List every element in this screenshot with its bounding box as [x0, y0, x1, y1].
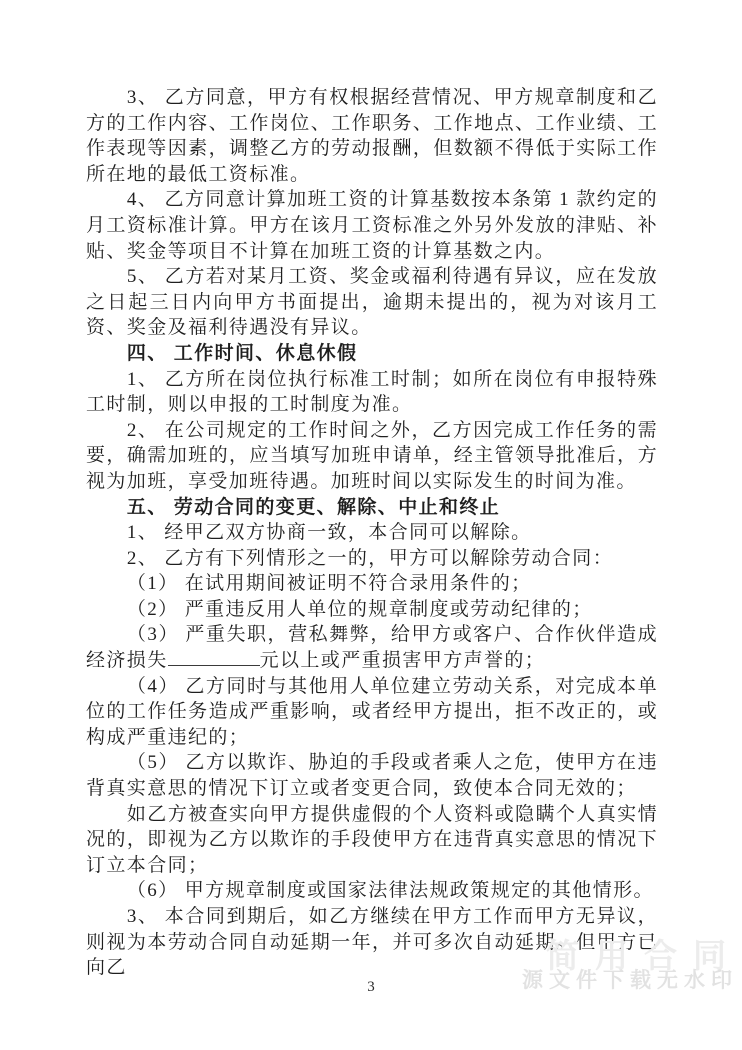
clause-termination-1: 1、 经甲乙双方协商一致，本合同可以解除。 [126, 522, 532, 544]
page-number: 3 [367, 979, 375, 995]
section-heading-4-working-hours: 四、 工作时间、休息休假 [126, 342, 358, 364]
clause-working-hours-1: 1、 乙方所在岗位执行标准工时制；如所在岗位有申报特殊工时制，则以申报的工时制度为准。 [86, 368, 658, 416]
watermark-subtitle-text: 源文件下载无水印 [522, 968, 738, 992]
termination-item-4: （4） 乙方同时与其他用人单位建立劳动关系，对完成本单位的工作任务造成严重影响，或者经甲方提出，拒不改正的，或构成严重违纪的； [86, 675, 658, 748]
termination-item-2: （2） 严重违反用人单位的规章制度或劳动纪律的； [126, 598, 593, 620]
section-heading-5-contract-change: 五、 劳动合同的变更、解除、中止和终止 [126, 496, 501, 518]
clause-termination-2: 2、 乙方有下列情形之一的，甲方可以解除劳动合同： [126, 547, 614, 569]
termination-item-3-with-blank [86, 622, 658, 673]
clause-termination-3-renewal: 3、 本合同到期后，如乙方继续在甲方工作而甲方无异议，则视为本劳动合同自动延期一年，并可多次自动延期。但甲方已向乙 [86, 906, 658, 979]
termination-item-5: （5） 乙方以欺诈、胁迫的手段或者乘人之危，使甲方在违背真实意思的情况下订立或者变更合同，致使本合同无效的； [86, 752, 658, 800]
clause-4-overtime-base: 4、 乙方同意计算加班工资的计算基数按本条第 1 款约定的月工资标准计算。甲方在该月工资标准之外另外发放的津贴、补贴、奖金等项目不计算在加班工资的计算基数之内。 [86, 189, 658, 262]
blank-underline [168, 663, 260, 666]
termination-item-5-note: 如乙方被查实向甲方提供虚假的个人资料或隐瞒个人真实情况的，即视为乙方以欺诈的手段使甲方在违背真实意思的情况下订立本合同； [86, 803, 658, 876]
clause-3-salary-adjust: 3、 乙方同意，甲方有权根据经营情况、甲方规章制度和乙方的工作内容、工作岗位、工作职务、工作地点、工作业绩、工作表现等因素，调整乙方的劳动报酬，但数额不得低于实际工作所在地的最低工资标准。 [86, 87, 658, 185]
termination-item-3-text-after: 元以上或严重损害甲方声誉的； [259, 650, 546, 672]
watermark-logo-text: 简用合同 [546, 939, 742, 975]
clause-5-salary-objection: 5、 乙方若对某月工资、奖金或福利待遇有异议，应在发放之日起三日内向甲方书面提出，逾期未提出的，视为对该月工资、奖金及福利待遇没有异议。 [86, 266, 658, 339]
termination-item-1: （1） 在试用期间被证明不符合录用条件的； [126, 573, 532, 595]
termination-item-6: （6） 甲方规章制度或国家法律法规政策规定的其他情形。 [126, 880, 654, 902]
termination-item-3-text-before: （3） 严重失职，营私舞弊，给甲方或客户、合作伙伴造成经济损失 [86, 624, 658, 672]
clause-working-hours-2: 2、 在公司规定的工作时间之外，乙方因完成工作任务的需要，确需加班的，应当填写加班申请单，经主管领导批准后，方视为加班，享受加班待遇。加班时间以实际发生的时间为准。 [86, 419, 658, 492]
contract-body [86, 85, 658, 981]
